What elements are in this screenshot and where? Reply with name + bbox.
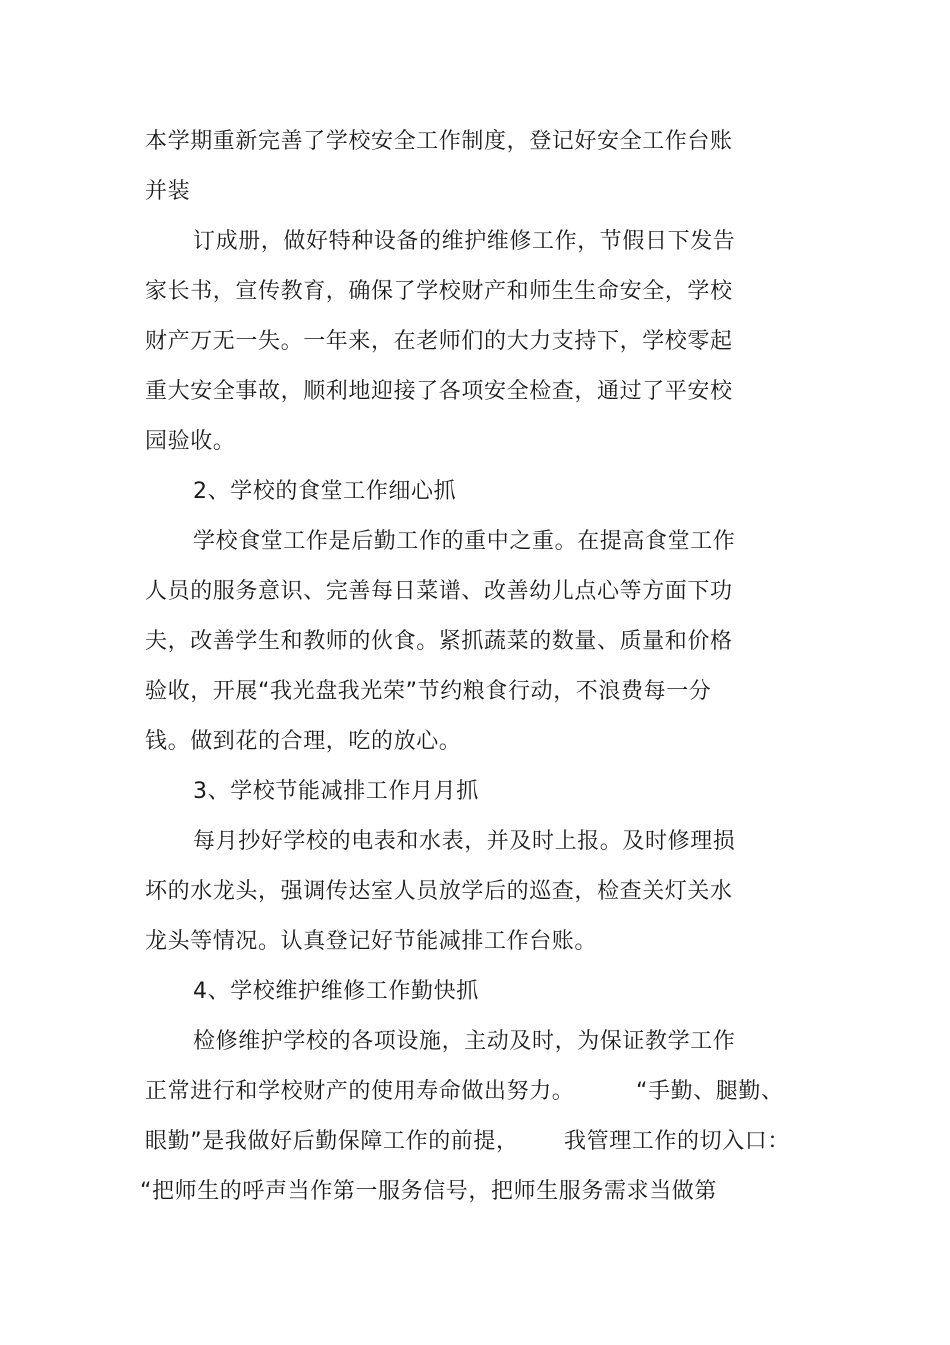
paragraph-line-segment: “手勤、腿勤、 — [636, 1079, 784, 1104]
paragraph-line: 正常进行和学校财产的使用寿命做出努力。 — [145, 1079, 575, 1104]
paragraph-line: 夫，改善学生和教师的伙食。紧抓蔬菜的数量、质量和价格 — [145, 629, 733, 654]
paragraph-line: 学校食堂工作是后勤工作的重中之重。在提高食堂工作 — [193, 529, 736, 554]
paragraph-line: 家长书，宣传教育，确保了学校财产和师生生命安全，学校 — [145, 279, 733, 304]
paragraph-line: 每月抄好学校的电表和水表，并及时上报。及时修理损 — [193, 829, 736, 854]
section-heading: 2、学校的食堂工作细心抓 — [193, 479, 457, 504]
paragraph-line: “把师生的呼声当作第一服务信号，把师生服务需求当做第 — [140, 1179, 717, 1204]
paragraph-line: 订成册，做好特种设备的维护维修工作，节假日下发告 — [193, 229, 736, 254]
section-heading: 3、学校节能减排工作月月抓 — [193, 779, 479, 804]
paragraph-line: 验收，开展“我光盘我光荣”节约粮食行动，不浪费每一分 — [145, 679, 712, 704]
section-heading: 4、学校维护维修工作勤快抓 — [193, 979, 479, 1004]
paragraph-line: 坏的水龙头，强调传达室人员放学后的巡查，检查关灯关水 — [145, 879, 733, 904]
paragraph-line: 检修维护学校的各项设施，主动及时，为保证教学工作 — [193, 1029, 736, 1054]
paragraph-line: 龙头等情况。认真登记好节能减排工作台账。 — [145, 929, 598, 954]
paragraph-line: 财产万无一失。一年来，在老师们的大力支持下，学校零起 — [145, 329, 733, 354]
paragraph-line: 并装 — [145, 179, 191, 204]
paragraph-line: 眼勤”是我做好后勤保障工作的前提， — [145, 1129, 519, 1154]
paragraph-line: 本学期重新完善了学校安全工作制度，登记好安全工作台账 — [145, 129, 733, 154]
paragraph-line: 钱。做到花的合理，吃的放心。 — [145, 729, 462, 754]
paragraph-line: 重大安全事故，顺利地迎接了各项安全检查，通过了平安校 — [145, 379, 733, 404]
paragraph-line: 人员的服务意识、完善每日菜谱、改善幼儿点心等方面下功 — [145, 579, 733, 604]
paragraph-line-segment: 我管理工作的切入口： — [564, 1129, 791, 1154]
paragraph-line: 园验收。 — [145, 429, 236, 454]
